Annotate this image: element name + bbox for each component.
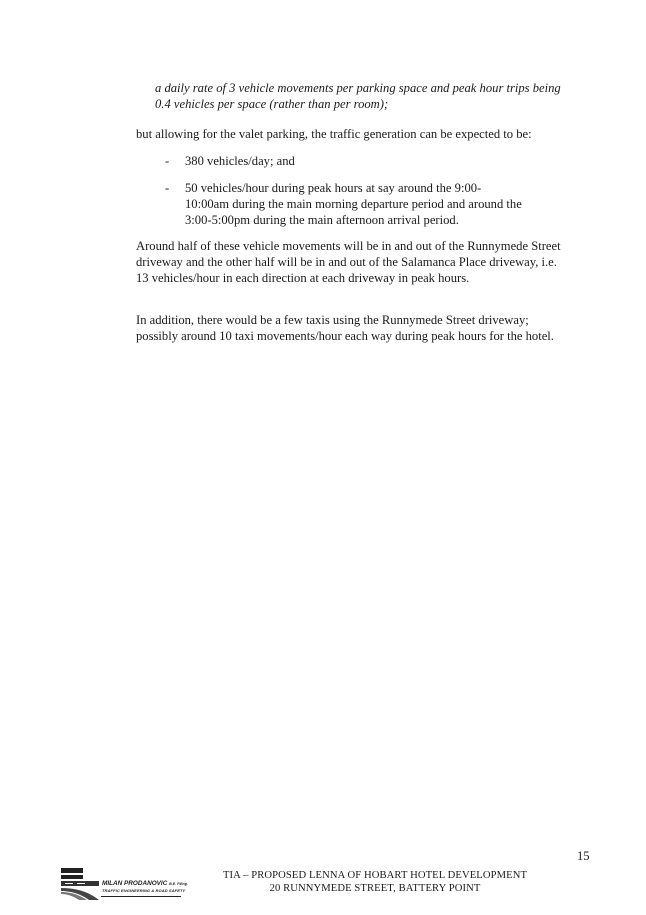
logo-name: MILAN PRODANOVIC — [102, 880, 168, 887]
bullet-text: 380 vehicles/day; and — [185, 154, 295, 168]
company-logo — [59, 866, 188, 902]
footer-address: 20 RUNNYMEDE STREET, BATTERY POINT — [269, 882, 481, 894]
page-number: 15 — [577, 849, 590, 863]
logo-tagline: TRAFFIC ENGINEERING & ROAD SAFETY — [102, 888, 186, 893]
page-footer — [210, 870, 540, 895]
logo-wordmark — [102, 880, 188, 893]
logo-credentials: B.E. P.Eng. — [169, 882, 188, 886]
intro-paragraph: but allowing for the valet parking, the traffic generation can be expected to be: — [136, 127, 532, 141]
taxi-paragraph: In addition, there would be a few taxis using the Runnymede Street driveway; possibly around 10 taxi movements/hour each way during peak hours for the hotel. — [136, 313, 554, 344]
bullet-marker: - — [165, 181, 170, 195]
italic-assumption-text: a daily rate of 3 vehicle movements per parking space and peak hour trips being 0.4 vehicles per space (rather than per room); — [155, 81, 561, 112]
footer-title: TIA – PROPOSED LENNA OF HOBART HOTEL DEVELOPMENT — [222, 870, 528, 881]
bullet-marker: - — [165, 154, 170, 168]
bullet-text: 50 vehicles/hour during peak hours at say around the 9:00-10:00am during the main morning departure period and around the 3:00-5:00pm during the main afternoon arrival period. — [185, 181, 522, 228]
driveway-split-paragraph: Around half of these vehicle movements will be in and out of the Runnymede Street driveway and the other half will be in and out of the Salamanca Place driveway, i.e. 13 vehicles/hour in each direction at each driveway in peak hours. — [136, 239, 561, 286]
